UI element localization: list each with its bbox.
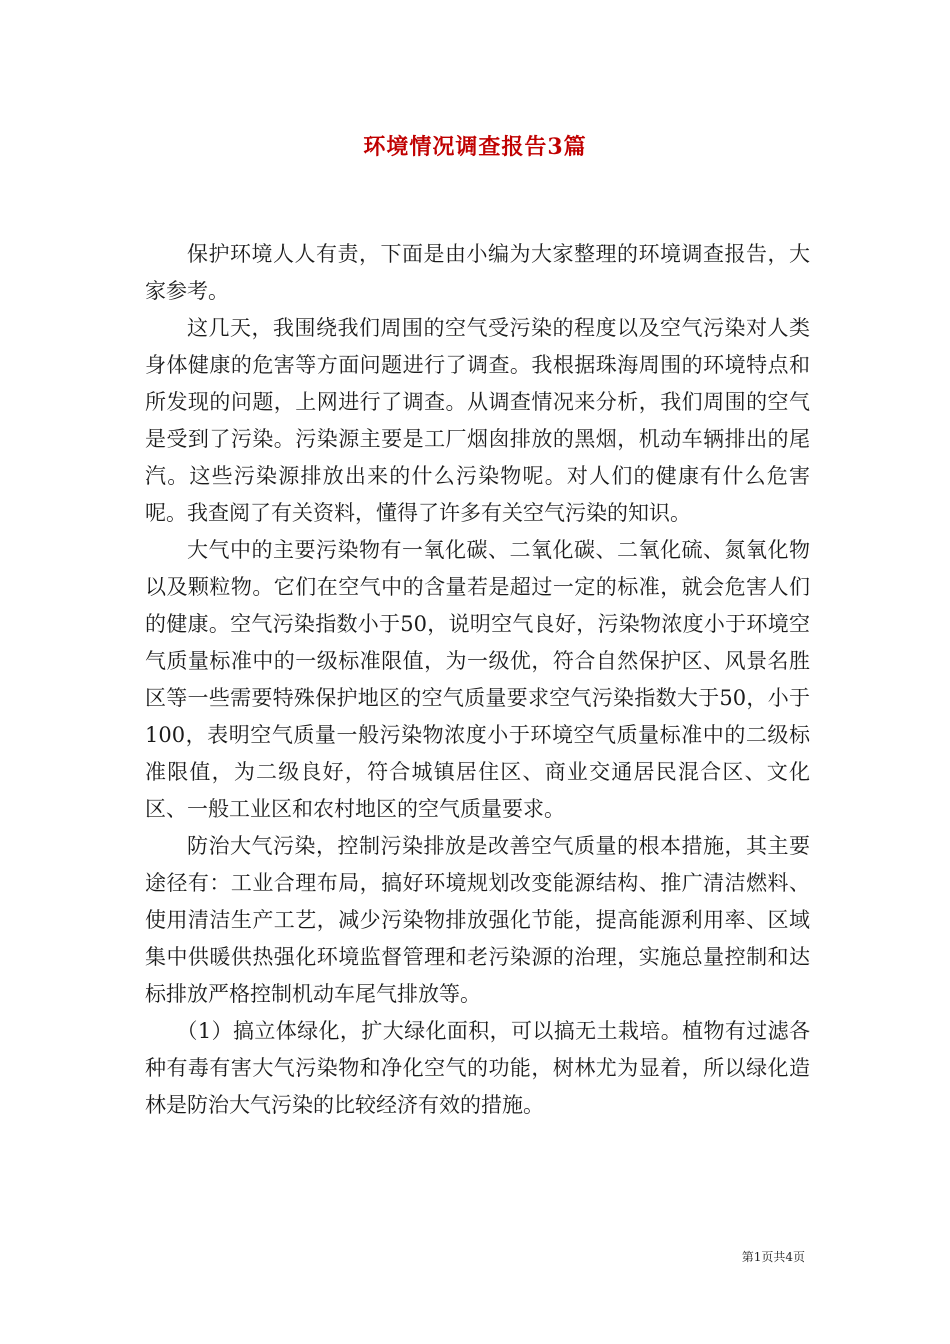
document-title: 环境情况调查报告3篇: [363, 134, 587, 160]
document-body: [145, 236, 810, 1124]
paragraph-intro: 保护环境人人有责，下面是由小编为大家整理的环境调查报告，大家参考。: [145, 242, 810, 303]
page-number: 第1页共4页: [741, 1250, 805, 1264]
paragraph-investigation: 这几天，我围绕我们周围的空气受污染的程度以及空气污染对人类身体健康的危害等方面问题进行了调查。我根据珠海周围的环境特点和所发现的问题，上网进行了调查。从调查情况来分析，我们周围的空气是受到了污染。污染源主要是工厂烟囱排放的黑烟，机动车辆排出的尾汽。这些污染源排放出来的什么污染物呢。对人们的健康有什么危害呢。我查阅了有关资料，懂得了许多有关空气污染的知识。: [145, 316, 810, 525]
paragraph-prevention: 防治大气污染，控制污染排放是改善空气质量的根本措施，其主要途径有：工业合理布局，搞好环境规划改变能源结构、推广清洁燃料、使用清洁生产工艺，减少污染物排放强化节能，提高能源利用率、区域集中供暖供热强化环境监督管理和老污染源的治理，实施总量控制和达标排放严格控制机动车尾气排放等。: [145, 834, 810, 1006]
paragraph-pollutants: 大气中的主要污染物有一氧化碳、二氧化碳、二氧化硫、氮氧化物以及颗粒物。它们在空气中的含量若是超过一定的标准，就会危害人们的健康。空气污染指数小于50，说明空气良好，污染物浓度小于环境空气质量标准中的一级标准限值，为一级优，符合自然保护区、风景名胜区等一些需要特殊保护地区的空气质量要求空气污染指数大于50，小于100，表明空气质量一般污染物浓度小于环境空气质量标准中的二级标准限值，为二级良好，符合城镇居住区、商业交通居民混合区、文化区、一般工业区和农村地区的空气质量要求。: [145, 538, 810, 821]
paragraph-greening: （1）搞立体绿化，扩大绿化面积，可以搞无土栽培。植物有过滤各种有毒有害大气污染物和净化空气的功能，树林尤为显着，所以绿化造林是防治大气污染的比较经济有效的措施。: [145, 1019, 810, 1117]
